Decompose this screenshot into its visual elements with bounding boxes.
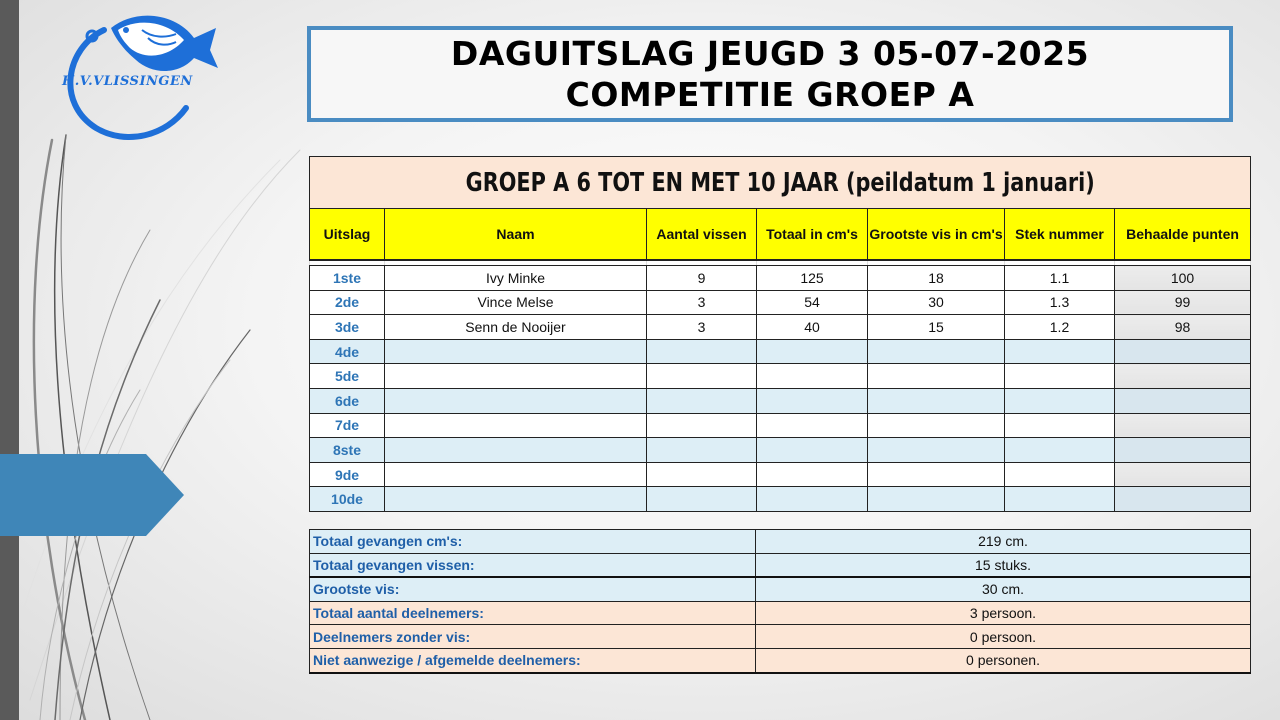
- col-header-totaal-cm: Totaal in cm's: [757, 209, 868, 261]
- report-title-line1: DAGUITSLAG JEUGD 3 05-07-2025: [450, 34, 1090, 73]
- col-header-stek-nummer: Stek nummer: [1005, 209, 1115, 261]
- fish-count-cell: 9: [647, 266, 757, 291]
- summary-row: [310, 601, 1251, 625]
- biggest-fish-cell: [868, 388, 1005, 413]
- summary-label: Grootste vis:: [310, 577, 756, 601]
- position-cell: 1ste: [310, 266, 385, 291]
- fish-count-cell: [647, 438, 757, 463]
- position-cell: 3de: [310, 315, 385, 340]
- stek-cell: 1.2: [1005, 315, 1115, 340]
- name-cell: Senn de Nooijer: [385, 315, 647, 340]
- total-cm-cell: [757, 388, 868, 413]
- results-table: [309, 156, 1251, 512]
- summary-label: Totaal gevangen cm's:: [310, 530, 756, 554]
- total-cm-cell: 125: [757, 266, 868, 291]
- position-cell: 8ste: [310, 438, 385, 463]
- group-title-row: [310, 157, 1251, 209]
- summary-label: Niet aanwezige / afgemelde deelnemers:: [310, 648, 756, 672]
- table-row: [310, 290, 1251, 315]
- points-cell: 100: [1115, 266, 1251, 291]
- fish-count-cell: [647, 388, 757, 413]
- points-cell: 98: [1115, 315, 1251, 340]
- table-row: [310, 388, 1251, 413]
- summary-row: [310, 577, 1251, 601]
- biggest-fish-cell: [868, 364, 1005, 389]
- fish-count-cell: [647, 364, 757, 389]
- table-row: [310, 438, 1251, 463]
- col-header-aantal-vissen: Aantal vissen: [647, 209, 757, 261]
- points-cell: [1115, 462, 1251, 487]
- position-cell: 5de: [310, 364, 385, 389]
- position-cell: 6de: [310, 388, 385, 413]
- summary-label: Totaal aantal deelnemers:: [310, 601, 756, 625]
- position-cell: 2de: [310, 290, 385, 315]
- col-header-grootste-vis: Grootste vis in cm's: [868, 209, 1005, 261]
- col-header-behaalde-punten: Behaalde punten: [1115, 209, 1251, 261]
- table-row: [310, 462, 1251, 487]
- fish-count-cell: 3: [647, 315, 757, 340]
- points-cell: [1115, 364, 1251, 389]
- biggest-fish-cell: [868, 339, 1005, 364]
- name-cell: Vince Melse: [385, 290, 647, 315]
- table-row: [310, 413, 1251, 438]
- biggest-fish-cell: [868, 413, 1005, 438]
- summary-value: 0 personen.: [756, 648, 1251, 672]
- biggest-fish-cell: [868, 462, 1005, 487]
- name-cell: [385, 339, 647, 364]
- stek-cell: [1005, 413, 1115, 438]
- summary-value: 30 cm.: [756, 577, 1251, 601]
- points-cell: [1115, 413, 1251, 438]
- name-cell: [385, 438, 647, 463]
- biggest-fish-cell: [868, 438, 1005, 463]
- total-cm-cell: [757, 438, 868, 463]
- summary-row: [310, 648, 1251, 672]
- stek-cell: [1005, 339, 1115, 364]
- position-cell: 7de: [310, 413, 385, 438]
- total-cm-cell: 40: [757, 315, 868, 340]
- report-title-box: [307, 26, 1233, 122]
- summary-label: Totaal gevangen vissen:: [310, 553, 756, 577]
- points-cell: [1115, 388, 1251, 413]
- summary-value: 219 cm.: [756, 530, 1251, 554]
- stek-cell: [1005, 487, 1115, 512]
- points-cell: 99: [1115, 290, 1251, 315]
- name-cell: Ivy Minke: [385, 266, 647, 291]
- name-cell: [385, 413, 647, 438]
- summary-value: 0 persoon.: [756, 625, 1251, 649]
- group-title-text: GROEP A 6 TOT EN MET 10 JAAR (peildatum 1 januari): [465, 167, 1095, 198]
- name-cell: [385, 462, 647, 487]
- report-title-line2: COMPETITIE GROEP A: [565, 75, 975, 114]
- arrow-tab-decoration: [0, 454, 184, 536]
- total-cm-cell: [757, 413, 868, 438]
- position-cell: 4de: [310, 339, 385, 364]
- summary-row: [310, 553, 1251, 577]
- table-row: [310, 315, 1251, 340]
- stek-cell: [1005, 388, 1115, 413]
- name-cell: [385, 487, 647, 512]
- summary-row: [310, 530, 1251, 554]
- total-cm-cell: [757, 339, 868, 364]
- fish-count-cell: 3: [647, 290, 757, 315]
- table-row: [310, 487, 1251, 512]
- name-cell: [385, 388, 647, 413]
- fish-count-cell: [647, 487, 757, 512]
- stek-cell: [1005, 438, 1115, 463]
- col-header-uitslag: Uitslag: [310, 209, 385, 261]
- summary-value: 15 stuks.: [756, 553, 1251, 577]
- stek-cell: [1005, 462, 1115, 487]
- table-row: [310, 266, 1251, 291]
- position-cell: 9de: [310, 462, 385, 487]
- biggest-fish-cell: 15: [868, 315, 1005, 340]
- total-cm-cell: [757, 462, 868, 487]
- name-cell: [385, 364, 647, 389]
- points-cell: [1115, 339, 1251, 364]
- table-row: [310, 339, 1251, 364]
- fish-count-cell: [647, 339, 757, 364]
- summary-label: Deelnemers zonder vis:: [310, 625, 756, 649]
- summary-row: [310, 625, 1251, 649]
- summary-table: [309, 529, 1251, 674]
- stek-cell: 1.1: [1005, 266, 1115, 291]
- table-row: [310, 364, 1251, 389]
- biggest-fish-cell: [868, 487, 1005, 512]
- total-cm-cell: [757, 487, 868, 512]
- position-cell: 10de: [310, 487, 385, 512]
- points-cell: [1115, 487, 1251, 512]
- logo-text: H.V.VLISSINGEN: [62, 74, 193, 89]
- fish-count-cell: [647, 462, 757, 487]
- col-header-naam: Naam: [385, 209, 647, 261]
- summary-value: 3 persoon.: [756, 601, 1251, 625]
- biggest-fish-cell: 30: [868, 290, 1005, 315]
- stek-cell: 1.3: [1005, 290, 1115, 315]
- column-header-row: [310, 209, 1251, 261]
- club-logo: [56, 8, 226, 143]
- points-cell: [1115, 438, 1251, 463]
- fish-count-cell: [647, 413, 757, 438]
- group-title: [310, 157, 1251, 209]
- total-cm-cell: [757, 364, 868, 389]
- stek-cell: [1005, 364, 1115, 389]
- total-cm-cell: 54: [757, 290, 868, 315]
- biggest-fish-cell: 18: [868, 266, 1005, 291]
